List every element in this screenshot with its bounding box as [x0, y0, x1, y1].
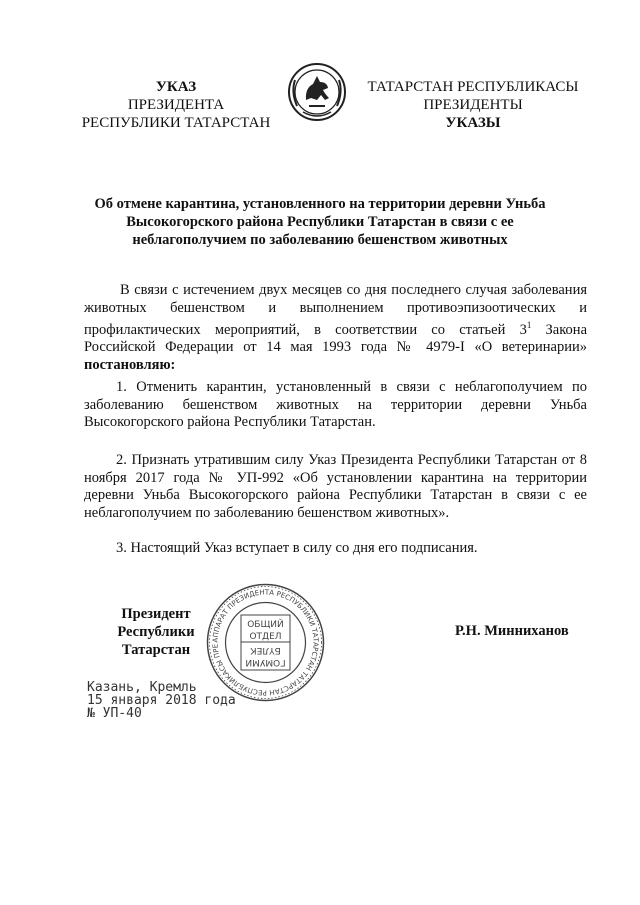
seal-center-line2: ОТДЕЛ: [249, 632, 282, 642]
header-left: [78, 78, 274, 132]
preamble-text-tail: Закона Российской Федерации от 14 мая 1993 года № 4979-I «О ветеринарии»: [84, 321, 587, 356]
seal-center-line1: ОБЩИЙ: [247, 620, 284, 630]
item-2-text: 2. Признать утратившим силу Указ Президента Республики Татарстан от 8 ноября 2017 года № УП-992 «Об установлении карантина на территории деревни Уньба Высокогорского района Республики Татарстан в связи с ее неблагополучием по заболеванию бешенством животных».: [84, 452, 587, 521]
signatory-name: Р.Н. Минниханов: [455, 623, 569, 639]
footer-block: [87, 681, 236, 720]
header-left-line2: ПРЕЗИДЕНТА: [127, 97, 225, 113]
decree-title: Об отмене карантина, установленного на территории деревни Уньба Высокогорского района Республики Татарстан в связи с ее неблагополучием по заболеванию бешенством животных: [94, 196, 546, 248]
preamble-text: В связи с истечением двух месяцев со дня последнего случая заболевания животных бешенством и выполнением противоэпизоотических и профилактических мероприятий, в соответствии со статьей 3: [84, 282, 587, 338]
footer-place: Казань, Кремль: [87, 680, 197, 695]
seal-ring-text: АППАРАТ ПРЕЗИДЕНТА РЕСПУБЛИКИ ТАТАРСТАН ТАТАРСТАН РЕСПУБЛИКАСЫ ПРЕ: [211, 588, 320, 697]
item-1-text: 1. Отменить карантин, установленный в связи с неблагополучием по заболеванию бешенством животных на территории деревни Уньба Высокогорского района Республики Татарстан.: [84, 379, 587, 430]
item-3: [84, 540, 587, 558]
header-left-line3: РЕСПУБЛИКИ ТАТАРСТАН: [81, 115, 271, 131]
decree-word: постановляю:: [84, 356, 176, 373]
signatory-position-line1: Президент: [121, 606, 191, 622]
item-3-text: 3. Настоящий Указ вступает в силу со дня его подписания.: [116, 540, 478, 556]
signatory-position-line2: Республики Татарстан: [117, 624, 195, 658]
item-2: [84, 452, 587, 522]
coat-of-arms-emblem: [287, 60, 347, 124]
header-right: [366, 78, 580, 132]
header-left-line1: УКАЗ: [155, 79, 197, 95]
header-right-line3: УКАЗЫ: [445, 115, 501, 131]
seal-center-line4: БҮЛЕК: [250, 645, 281, 655]
signatory-position: [86, 605, 226, 659]
footer-date: 15 января 2018 года: [87, 693, 236, 708]
preamble-sup: 1: [526, 320, 532, 330]
header-right-line1: ТАТАРСТАН РЕСПУБЛИКАСЫ: [367, 79, 579, 95]
preamble: [84, 282, 587, 374]
seal-center-line3: ГОМУМИ: [245, 657, 286, 667]
item-1: [84, 379, 587, 432]
header-right-line2: ПРЕЗИДЕНТЫ: [423, 97, 523, 113]
footer-number: № УП-40: [87, 706, 142, 721]
